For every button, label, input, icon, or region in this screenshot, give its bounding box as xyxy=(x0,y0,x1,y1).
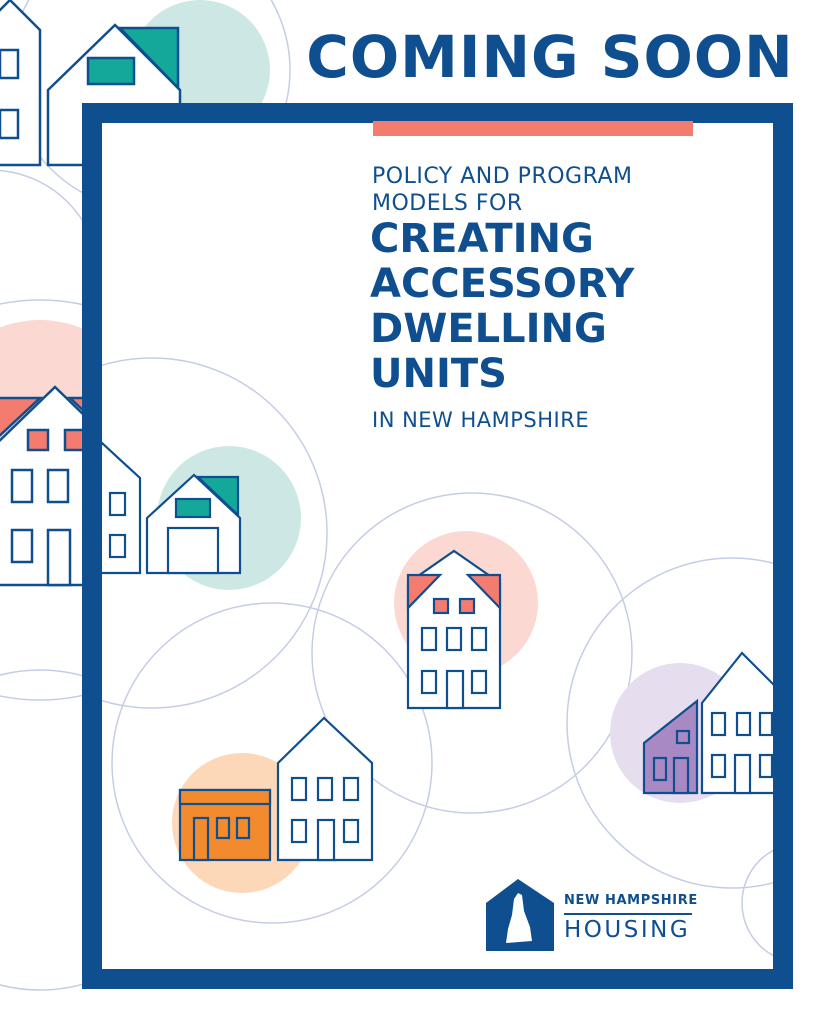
logo-divider xyxy=(564,913,692,915)
pre-title-line: MODELS FOR xyxy=(372,191,523,216)
report-cover xyxy=(82,103,793,989)
cover-main-title xyxy=(370,217,770,397)
new-hampshire-state-house-icon xyxy=(482,875,558,955)
cover-pre-title xyxy=(372,163,752,217)
accent-bar xyxy=(373,121,693,136)
bg-house-left-tall xyxy=(0,0,40,165)
cover-sub-title: IN NEW HAMPSHIRE xyxy=(372,408,590,432)
title-line: ACCESSORY xyxy=(370,261,635,307)
pre-title-line: POLICY AND PROGRAM xyxy=(372,164,633,189)
logo-line-1: NEW HAMPSHIRE xyxy=(564,893,698,908)
title-line: DWELLING xyxy=(370,306,607,352)
title-line: CREATING xyxy=(370,216,594,262)
nh-housing-logo xyxy=(482,875,742,955)
coming-soon-banner: COMING SOON xyxy=(306,23,794,91)
logo-line-2: HOUSING xyxy=(564,917,691,943)
title-line: UNITS xyxy=(370,351,507,397)
house-coral-roof xyxy=(408,551,500,708)
